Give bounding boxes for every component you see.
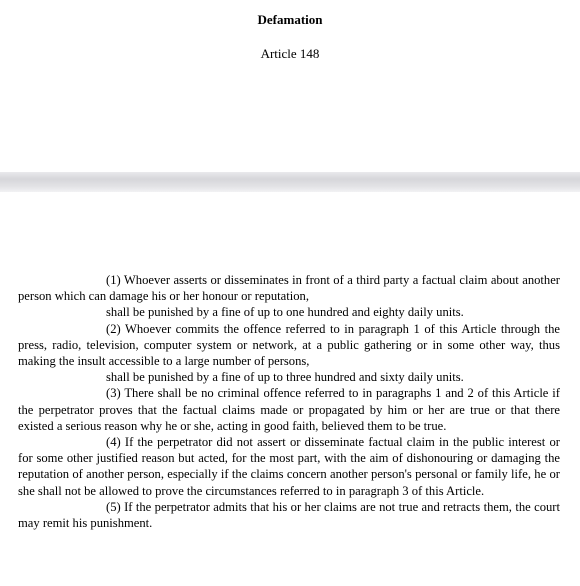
- page-top-portion: [0, 0, 580, 172]
- penalty-line-1: shall be punished by a fine of up to one hundred and eighty daily units.: [106, 305, 464, 320]
- paragraph-5: (5) If the perpetrator admits that his or her claims are not true and retracts them, the court may remit his punishment.: [18, 499, 560, 531]
- penalty-line-2: shall be punished by a fine of up to three hundred and sixty daily units.: [106, 370, 464, 385]
- paragraph-3: (3) There shall be no criminal offence referred to in paragraphs 1 and 2 of this Article if the perpetrator proves that the factual claims made or propagated by him or her are true or that there existed a serious reason why he or she, acting in good faith, believed them to be true.: [18, 386, 560, 433]
- article-body: [18, 272, 560, 531]
- paragraph-1: (1) Whoever asserts or disseminates in front of a third party a factual claim about another person which can damage his or her honour or reputation,: [18, 273, 560, 304]
- page-separator: [0, 172, 580, 192]
- article-heading: Article 148: [260, 46, 320, 61]
- document-title: Defamation: [257, 12, 323, 27]
- paragraph-4: (4) If the perpetrator did not assert or disseminate factual claim in the public interest or for some other justified reason but acted, for the most part, with the aim of dishonouring or damaging the reputation of another person, especially if the claims concern another person's personal or family life, he or she shall not be allowed to prove the circumstances referred to in paragraph 3 of this Article.: [18, 435, 560, 498]
- paragraph-2: (2) Whoever commits the offence referred to in paragraph 1 of this Article through the press, radio, television, computer system or network, at a public gathering or in some other way, thus making the insult accessible to a large number of persons,: [18, 321, 560, 369]
